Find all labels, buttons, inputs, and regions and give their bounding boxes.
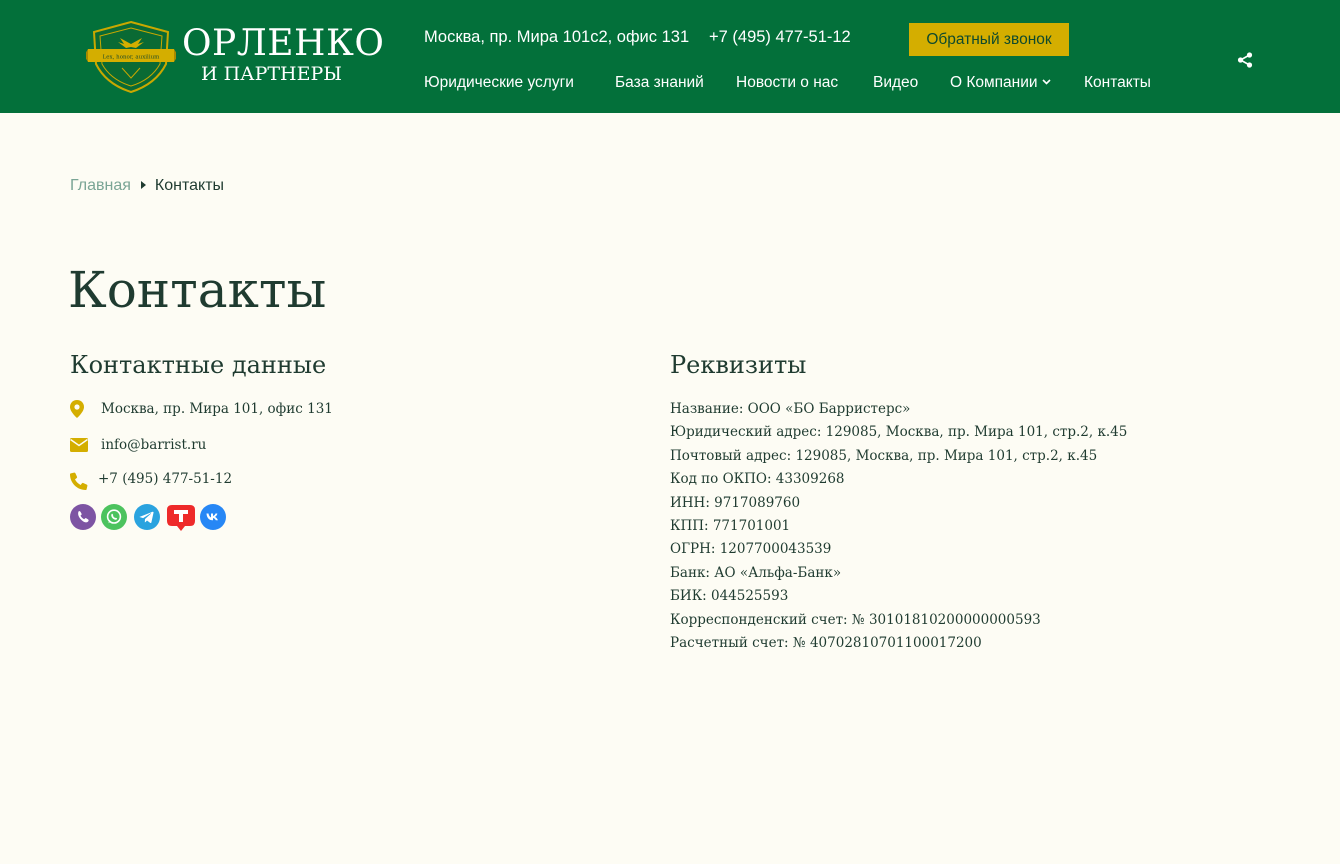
nav-item-about[interactable] bbox=[950, 72, 1051, 94]
header-address: Москва, пр. Мира 101с2, офис 131 bbox=[424, 28, 690, 46]
requisite-line: Код по ОКПО: 43309268 bbox=[670, 471, 845, 488]
breadcrumb-current: Контакты bbox=[154, 177, 225, 194]
tamtam-icon[interactable] bbox=[166, 504, 196, 532]
requisite-line: КПП: 771701001 bbox=[670, 518, 791, 535]
requisites-list bbox=[670, 398, 1127, 655]
company-logo[interactable] bbox=[86, 20, 385, 94]
whatsapp-icon[interactable] bbox=[101, 504, 127, 530]
requisite-line: ИНН: 9717089760 bbox=[670, 494, 801, 511]
logo-subtitle: И ПАРТНЕРЫ bbox=[201, 63, 342, 85]
requisite-line: БИК: 044525593 bbox=[670, 588, 789, 605]
nav-item-news[interactable]: Новости о нас bbox=[736, 74, 839, 91]
location-pin-icon bbox=[70, 400, 84, 418]
caret-right-icon bbox=[141, 181, 146, 189]
viber-icon[interactable] bbox=[70, 504, 96, 530]
page-title: Контакты bbox=[68, 261, 327, 319]
share-icon[interactable] bbox=[1236, 51, 1254, 69]
requisite-line: ОГРН: 1207700043539 bbox=[670, 541, 832, 558]
vk-icon[interactable] bbox=[200, 504, 226, 530]
header-phone-link[interactable]: +7 (495) 477-51-12 bbox=[709, 28, 851, 46]
nav-item-contacts[interactable]: Контакты bbox=[1084, 74, 1151, 91]
requisite-line: Банк: АО «Альфа-Банк» bbox=[670, 564, 842, 581]
contact-address-text: Москва, пр. Мира 101, офис 131 bbox=[101, 401, 333, 417]
requisite-line: Почтовый адрес: 129085, Москва, пр. Мира 101, стр.2, к.45 bbox=[670, 447, 1098, 464]
requisite-line: Название: ООО «БО Барристерс» bbox=[670, 401, 911, 417]
nav-item-about-label: О Компании bbox=[950, 74, 1038, 91]
nav-item-legal-services[interactable]: Юридические услуги bbox=[424, 74, 574, 91]
requisite-line: Расчетный счет: № 40702810701100017200 bbox=[670, 635, 982, 652]
site-header bbox=[0, 0, 1340, 113]
breadcrumb-home-link[interactable]: Главная bbox=[70, 177, 131, 194]
contacts-section-title: Контактные данные bbox=[70, 351, 327, 379]
breadcrumb bbox=[70, 176, 224, 196]
requisite-line: Юридический адрес: 129085, Москва, пр. Мира 101, стр.2, к.45 bbox=[670, 424, 1128, 441]
logo-motto: Lex, honor, auxilium bbox=[102, 54, 160, 61]
chevron-down-icon bbox=[1042, 79, 1051, 85]
callback-button[interactable]: Обратный звонок bbox=[909, 23, 1069, 56]
telegram-icon[interactable] bbox=[134, 504, 160, 530]
nav-item-knowledge-base[interactable]: База знаний bbox=[615, 74, 704, 91]
phone-icon bbox=[70, 472, 88, 490]
envelope-icon bbox=[70, 438, 88, 452]
contact-phone-link[interactable]: +7 (495) 477-51-12 bbox=[98, 471, 233, 487]
requisites-section-title: Реквизиты bbox=[670, 351, 807, 379]
nav-item-video[interactable]: Видео bbox=[873, 74, 919, 91]
logo-title: ОРЛЕНКО bbox=[182, 23, 385, 64]
contact-email-link[interactable]: info@barrist.ru bbox=[101, 437, 207, 453]
requisite-line: Корреспонденский счет: № 30101810200000000593 bbox=[670, 611, 1041, 628]
shield-logo-icon bbox=[86, 20, 176, 94]
